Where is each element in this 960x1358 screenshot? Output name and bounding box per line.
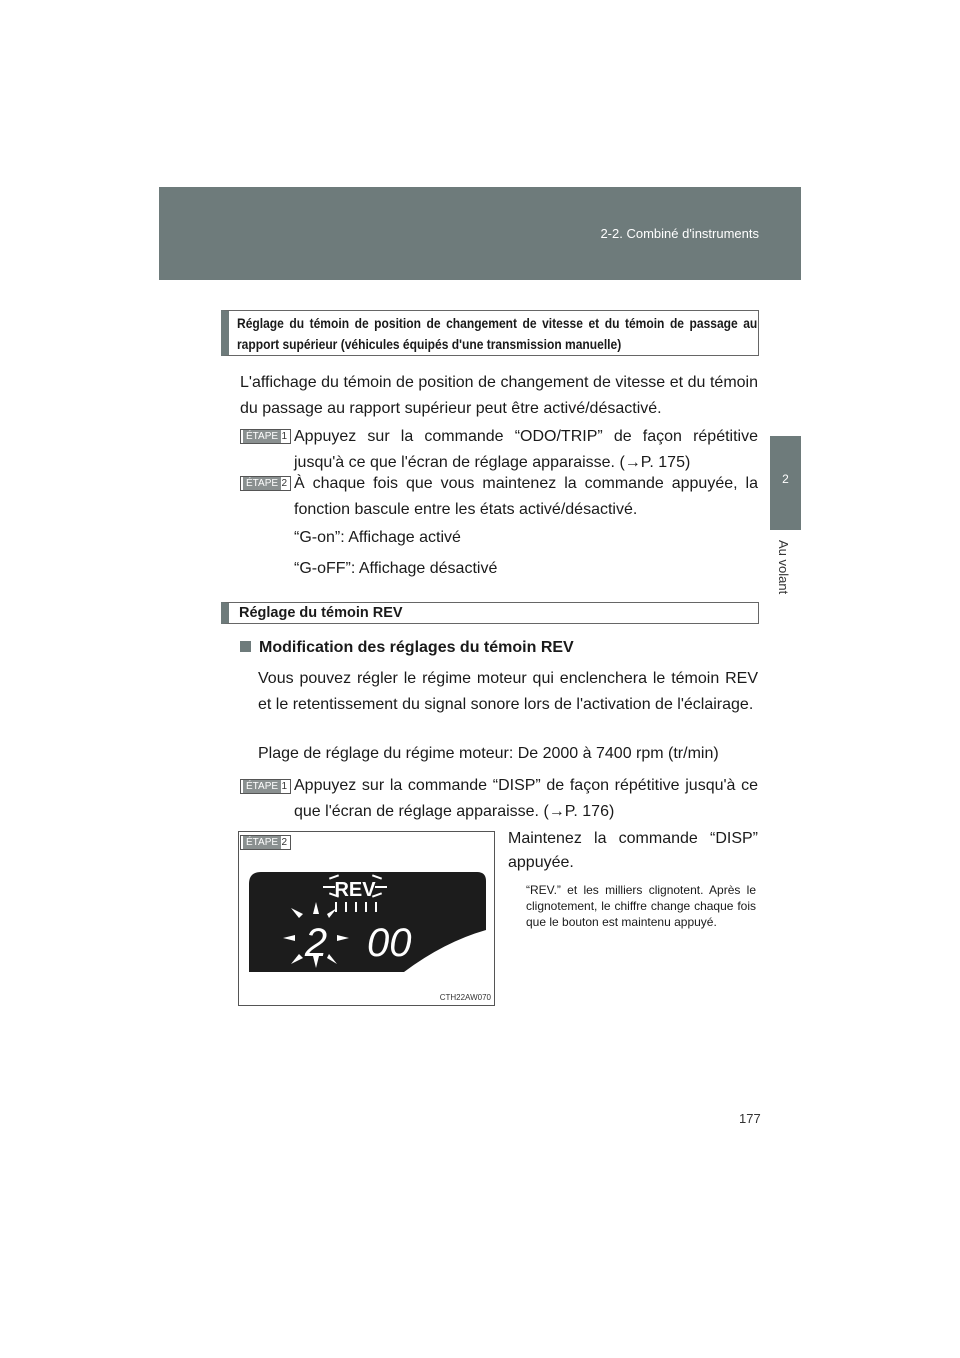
note-paragraph: “REV.” et les milliers clignotent. Après le clignotement, le chiffre change chaque fois que le bouton est maintenu appuyé. xyxy=(526,883,756,929)
hundreds-digits: 00 xyxy=(367,921,412,965)
goff-option: “G-oFF”: Affichage désactivé xyxy=(294,560,498,577)
step-label: ÉTAPE xyxy=(243,477,281,490)
step-number: 2 xyxy=(281,478,287,489)
step-badge xyxy=(240,429,291,444)
maintain-paragraph: Maintenez la commande “DISP” appuyée. xyxy=(508,830,758,871)
section-title: 2-2. Combiné d'instruments xyxy=(600,226,759,241)
chapter-number: 2 xyxy=(782,472,789,486)
step-badge xyxy=(240,476,291,491)
thousands-digit: 2 xyxy=(304,921,328,965)
step-text: À chaque fois que vous maintenez la commande appuyée, la fonction bascule entre les états activé/désactivé. xyxy=(294,475,758,518)
page-number: 177 xyxy=(739,1111,761,1126)
range-paragraph: Plage de réglage du régime moteur: De 2000 à 7400 rpm (tr/min) xyxy=(258,745,719,762)
step-number: 2 xyxy=(281,837,287,848)
box-heading-rev xyxy=(221,602,759,624)
chapter-label: Au volant xyxy=(776,540,791,595)
step-label: ÉTAPE xyxy=(243,836,281,849)
square-bullet-icon xyxy=(240,641,251,652)
intro-paragraph: L'affichage du témoin de position de changement de vitesse et du témoin du passage au rapport supérieur peut être activé/désactivé. xyxy=(240,374,758,417)
box-heading-text: Réglage du témoin de position de changement de vitesse et du témoin de passage au rapport supérieur (véhicules équipés d'une transmission manuelle) xyxy=(237,315,758,352)
gon-option: “G-on”: Affichage activé xyxy=(294,529,461,546)
modification-paragraph: Vous pouvez régler le régime moteur qui enclenchera le témoin REV et le retentissement du signal sonore lors de l'activation de l'éclairage. xyxy=(258,670,758,713)
step-text: Appuyez sur la commande “DISP” de façon répétitive jusqu'à ce que l'écran de réglage apparaisse. (→P. 176) xyxy=(294,777,758,820)
chapter-tab xyxy=(770,436,801,530)
sub-heading xyxy=(240,639,574,657)
box-heading-shift-indicator xyxy=(221,310,759,356)
step-badge xyxy=(240,779,291,794)
box-heading-text: Réglage du témoin REV xyxy=(239,605,403,621)
step-label: ÉTAPE xyxy=(243,430,281,443)
figure-code: CTH22AW070 xyxy=(439,993,491,1002)
step-number: 1 xyxy=(281,781,287,792)
display-illustration xyxy=(239,832,496,1007)
step-number: 1 xyxy=(281,431,287,442)
step-text: Appuyez sur la commande “ODO/TRIP” de façon répétitive jusqu'à ce que l'écran de réglage apparaisse. (→P. 175) xyxy=(294,428,758,471)
step-label: ÉTAPE xyxy=(243,780,281,793)
step-badge xyxy=(240,835,291,850)
rev-display-figure xyxy=(238,831,495,1006)
rev-label: REV xyxy=(334,879,376,901)
sub-heading-text: Modification des réglages du témoin REV xyxy=(259,639,574,656)
header-band xyxy=(159,187,801,280)
